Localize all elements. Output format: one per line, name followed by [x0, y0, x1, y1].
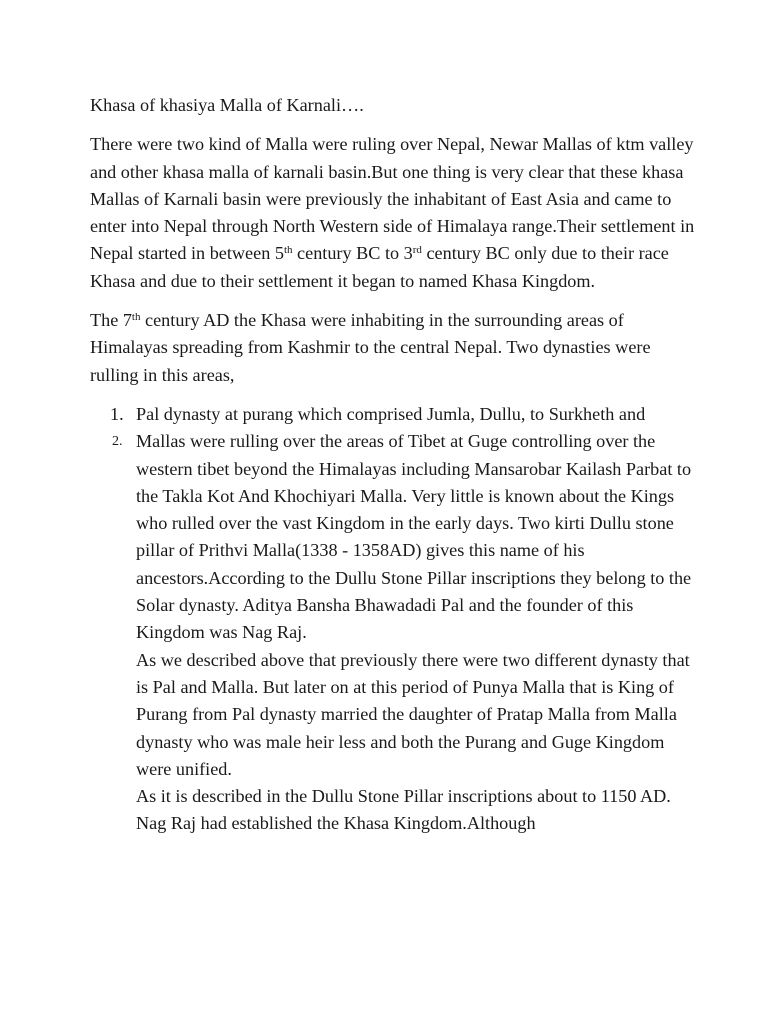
list-item-2-continuation-1: As we described above that previously there were two different dynasty that is Pal and Malla. But later on at this period of Punya Malla that is King of Purang from Pal dynasty married the daughter of Pratap Malla from Malla dynasty who was male heir less and both the Purang and Guge Kingdom were unified.: [136, 649, 690, 779]
paragraph-1-text-a: There were two kind of Malla were ruling over Nepal, Newar Mallas of ktm valley and other khasa malla of karnali basin.But one thing is very clear that these khasa Mallas of Karnali basin were previously the inhabitant of East Asia and came to enter into Nepal through North Western side of Himalaya range.Their settlement in Nepal started in between 5: [90, 134, 695, 264]
document-page: [90, 92, 700, 838]
paragraph-2: [90, 307, 700, 389]
list-item: [90, 401, 700, 428]
list-item: [90, 428, 700, 837]
paragraph-1-text-c: century BC only due to their race Khasa and due to their settlement it began to named Khasa Kingdom.: [90, 243, 669, 291]
document-title: Khasa of khasiya Malla of Karnali….: [90, 95, 364, 115]
list-marker-1: 1.: [110, 403, 124, 424]
paragraph-1-superscript-rd: rd: [412, 244, 422, 257]
paragraph-2-text-a: The 7: [90, 310, 132, 331]
list-item-2-text: Mallas were rulling over the areas of Tibet at Guge controlling over the western tibet beyond the Himalayas including Mansarobar Kailash Parbat to the Takla Kot And Khochiyari Malla. Very little is known about the Kings who rulled over the vast Kingdom in the early days. Two kirti Dullu stone pillar of Prithvi Malla(1338 - 1358AD) gives this name of his ancestors.According to the Dullu Stone Pillar inscriptions they belong to the Solar dynasty. Aditya Bansha Bhawadadi Pal and the founder of this Kingdom was Nag Raj.: [136, 431, 692, 643]
list-marker-2: 2.: [112, 434, 123, 450]
paragraph-2-superscript-th: th: [131, 311, 141, 324]
list-item-2-continuation-2: As it is described in the Dullu Stone Pillar inscriptions about to 1150 AD. Nag Raj had established the Khasa Kingdom.Although: [136, 786, 671, 834]
list-item-1-text: Pal dynasty at purang which comprised Jumla, Dullu, to Surkheth and: [136, 403, 646, 424]
paragraph-2-text-b: century AD the Khasa were inhabiting in the surrounding areas of Himalayas spreading from Kashmir to the central Nepal. Two dynasties were rulling in this areas,: [90, 310, 651, 385]
paragraph-1-text-b: century BC to 3: [292, 243, 413, 264]
paragraph-1-superscript-th: th: [283, 244, 293, 257]
paragraph-1: [90, 131, 700, 295]
dynasty-list: [90, 401, 700, 838]
